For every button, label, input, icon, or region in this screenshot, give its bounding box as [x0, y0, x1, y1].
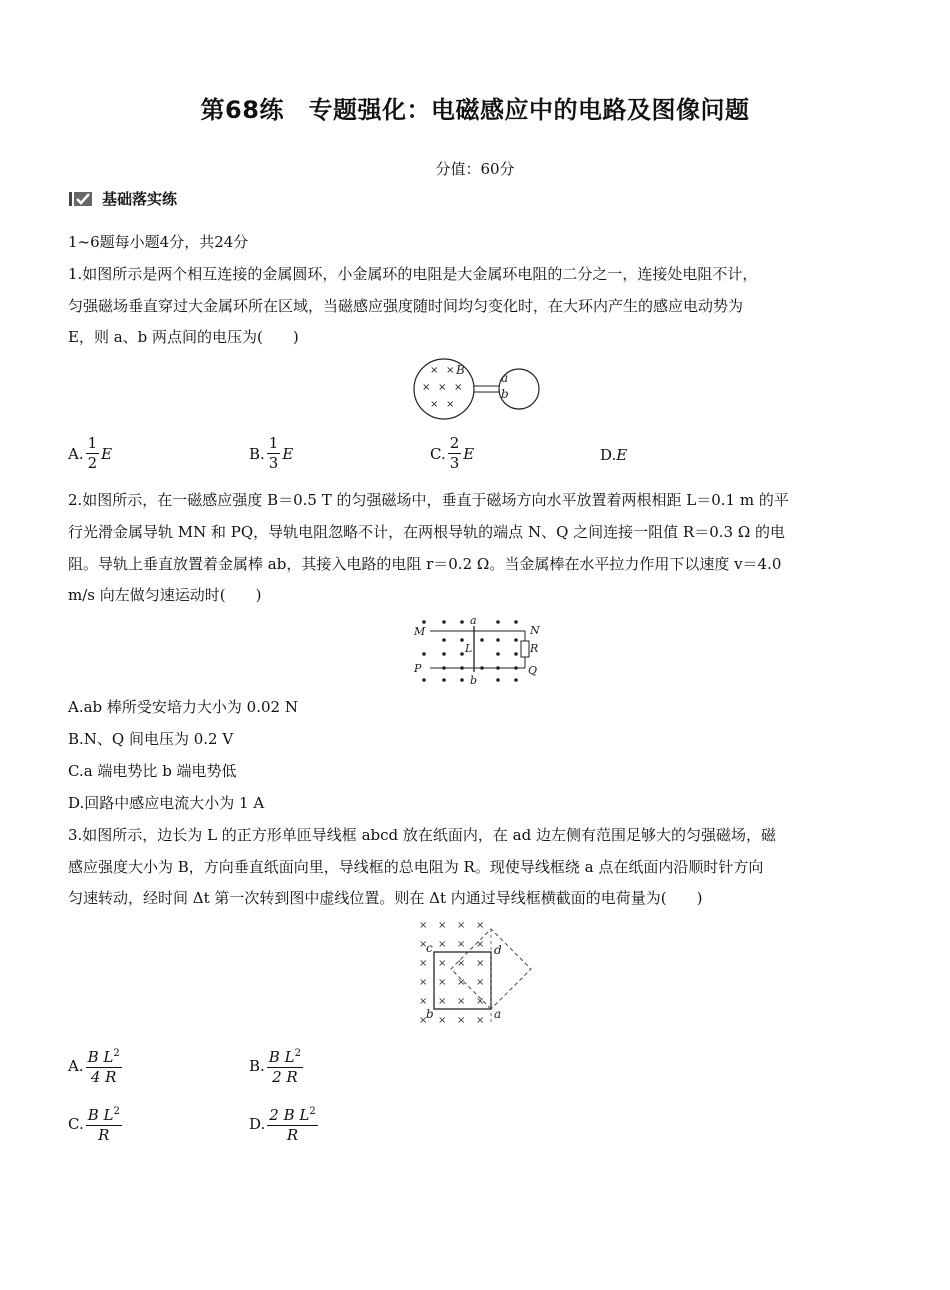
- q1-cross: ×: [438, 382, 447, 393]
- q2-option-c[interactable]: C.a 端电势比 b 端电势低: [68, 762, 237, 780]
- svg-text:×: ×: [419, 1015, 428, 1026]
- check-badge-icon: [68, 190, 94, 208]
- q2-text-2: 行光滑金属导轨 MN 和 PQ，导轨电阻忽略不计，在两根导轨的端点 N、Q 之间连接一阻值 R＝0.3 Ω 的电: [68, 523, 786, 541]
- q1-cross: ×: [430, 399, 439, 410]
- svg-text:×: ×: [438, 1015, 447, 1026]
- q3-option-d[interactable]: D. $\frac{2 B L^2}{R}$: [249, 1102, 320, 1145]
- q3-label-a: a: [494, 1007, 502, 1021]
- q1-label-a: a: [501, 371, 509, 385]
- q1-cross: ×: [446, 399, 455, 410]
- svg-text:×: ×: [457, 920, 466, 931]
- q1-text-3: E，则 a、b 两点间的电压为( ): [68, 328, 299, 346]
- q2-label-L: L: [465, 642, 473, 655]
- q2-label-N: N: [530, 624, 540, 637]
- q1-label-B: B: [456, 363, 465, 377]
- q3-text-1: 3.如图所示，边长为 L 的正方形单匝导线框 abcd 放在纸面内，在 ad 边左侧有范围足够大的匀强磁场，磁: [68, 826, 776, 844]
- q2-label-P: P: [414, 662, 422, 675]
- q1-text-2: 匀强磁场垂直穿过大金属环所在区域，当磁感应强度随时间均匀变化时，在大环内产生的感应电动势为: [68, 297, 744, 315]
- q2-option-a[interactable]: A.ab 棒所受安培力大小为 0.02 N: [68, 698, 298, 716]
- svg-text:×: ×: [419, 977, 428, 988]
- svg-text:×: ×: [419, 939, 428, 950]
- q3-label-c: c: [426, 941, 433, 955]
- q1-cross: ×: [422, 382, 431, 393]
- q3-text-2: 感应强度大小为 B，方向垂直纸面向里，导线框的总电阻为 R。现使导线框绕 a 点在纸面内沿顺时针方向: [68, 858, 764, 876]
- q3-label-d: d: [494, 943, 502, 957]
- svg-text:×: ×: [476, 939, 485, 950]
- q2-text-4: m/s 向左做匀速运动时( ): [68, 586, 262, 604]
- q2-label-M: M: [414, 625, 426, 638]
- score-label: 分值：60分: [435, 160, 515, 178]
- q2-label-b: b: [470, 674, 478, 686]
- q1-figure-rings: [410, 357, 545, 423]
- q1-cross: ×: [454, 382, 463, 393]
- q1-cross: ×: [430, 365, 439, 376]
- svg-text:×: ×: [457, 939, 466, 950]
- svg-text:×: ×: [438, 920, 447, 931]
- section-header: [68, 188, 177, 209]
- q2-text-1: 2.如图所示，在一磁感应强度 B＝0.5 T 的匀强磁场中，垂直于磁场方向水平放置着两根相距 L＝0.1 m 的平: [68, 491, 789, 509]
- q2-option-b[interactable]: B.N、Q 间电压为 0.2 V: [68, 730, 234, 748]
- q1-label-b: b: [501, 387, 509, 401]
- svg-text:×: ×: [457, 958, 466, 969]
- q2-label-R: R: [530, 642, 539, 655]
- q2-figure-rails: [410, 614, 545, 686]
- q2-label-Q: Q: [528, 664, 538, 677]
- q3-option-b[interactable]: B. $\frac{B L^2}{2 R}$: [249, 1044, 305, 1087]
- q3-option-a[interactable]: A. $\frac{B L^2}{4 R}$: [68, 1044, 124, 1087]
- svg-text:×: ×: [476, 1015, 485, 1026]
- svg-text:×: ×: [438, 939, 447, 950]
- svg-text:×: ×: [476, 996, 485, 1007]
- q3-option-c[interactable]: C. $\frac{B L^2}{R}$: [68, 1102, 124, 1145]
- q1-option-b[interactable]: B. $\frac{1}{3}$ E: [249, 434, 294, 472]
- q1-text-1: 1.如图所示是两个相互连接的金属圆环，小金属环的电阻是大金属环电阻的二分之一，连接处电阻不计，: [68, 265, 758, 283]
- q3-figure-frame: [410, 912, 540, 1030]
- q3-label-b: b: [426, 1007, 434, 1021]
- q2-text-3: 阻。导轨上垂直放置着金属棒 ab，其接入电路的电阻 r＝0.2 Ω。当金属棒在水平拉力作用下以速度 v＝4.0: [68, 555, 782, 573]
- q2-option-d[interactable]: D.回路中感应电流大小为 1 A: [68, 794, 265, 812]
- svg-text:×: ×: [457, 996, 466, 1007]
- svg-text:×: ×: [476, 920, 485, 931]
- page-title: 第68练 专题强化：电磁感应中的电路及图像问题: [200, 96, 750, 124]
- q1-option-a[interactable]: A. $\frac{1}{2}$ E: [68, 434, 113, 472]
- svg-text:×: ×: [476, 977, 485, 988]
- svg-text:×: ×: [419, 996, 428, 1007]
- svg-text:×: ×: [438, 996, 447, 1007]
- svg-text:×: ×: [419, 920, 428, 931]
- svg-text:×: ×: [438, 958, 447, 969]
- svg-text:×: ×: [457, 977, 466, 988]
- q1-cross: ×: [446, 365, 455, 376]
- q1-option-c[interactable]: C. $\frac{2}{3}$ E: [430, 434, 475, 472]
- q2-label-a: a: [470, 614, 477, 627]
- q1-option-d[interactable]: D. E: [600, 446, 628, 464]
- svg-text:×: ×: [438, 977, 447, 988]
- q3-text-3: 匀速转动，经时间 Δt 第一次转到图中虚线位置。则在 Δt 内通过导线框横截面的电荷量为( ): [68, 889, 703, 907]
- svg-text:×: ×: [419, 958, 428, 969]
- question-intro: 1~6题每小题4分，共24分: [68, 233, 249, 251]
- svg-text:×: ×: [476, 958, 485, 969]
- section-label: 基础落实练: [102, 190, 178, 208]
- svg-text:×: ×: [457, 1015, 466, 1026]
